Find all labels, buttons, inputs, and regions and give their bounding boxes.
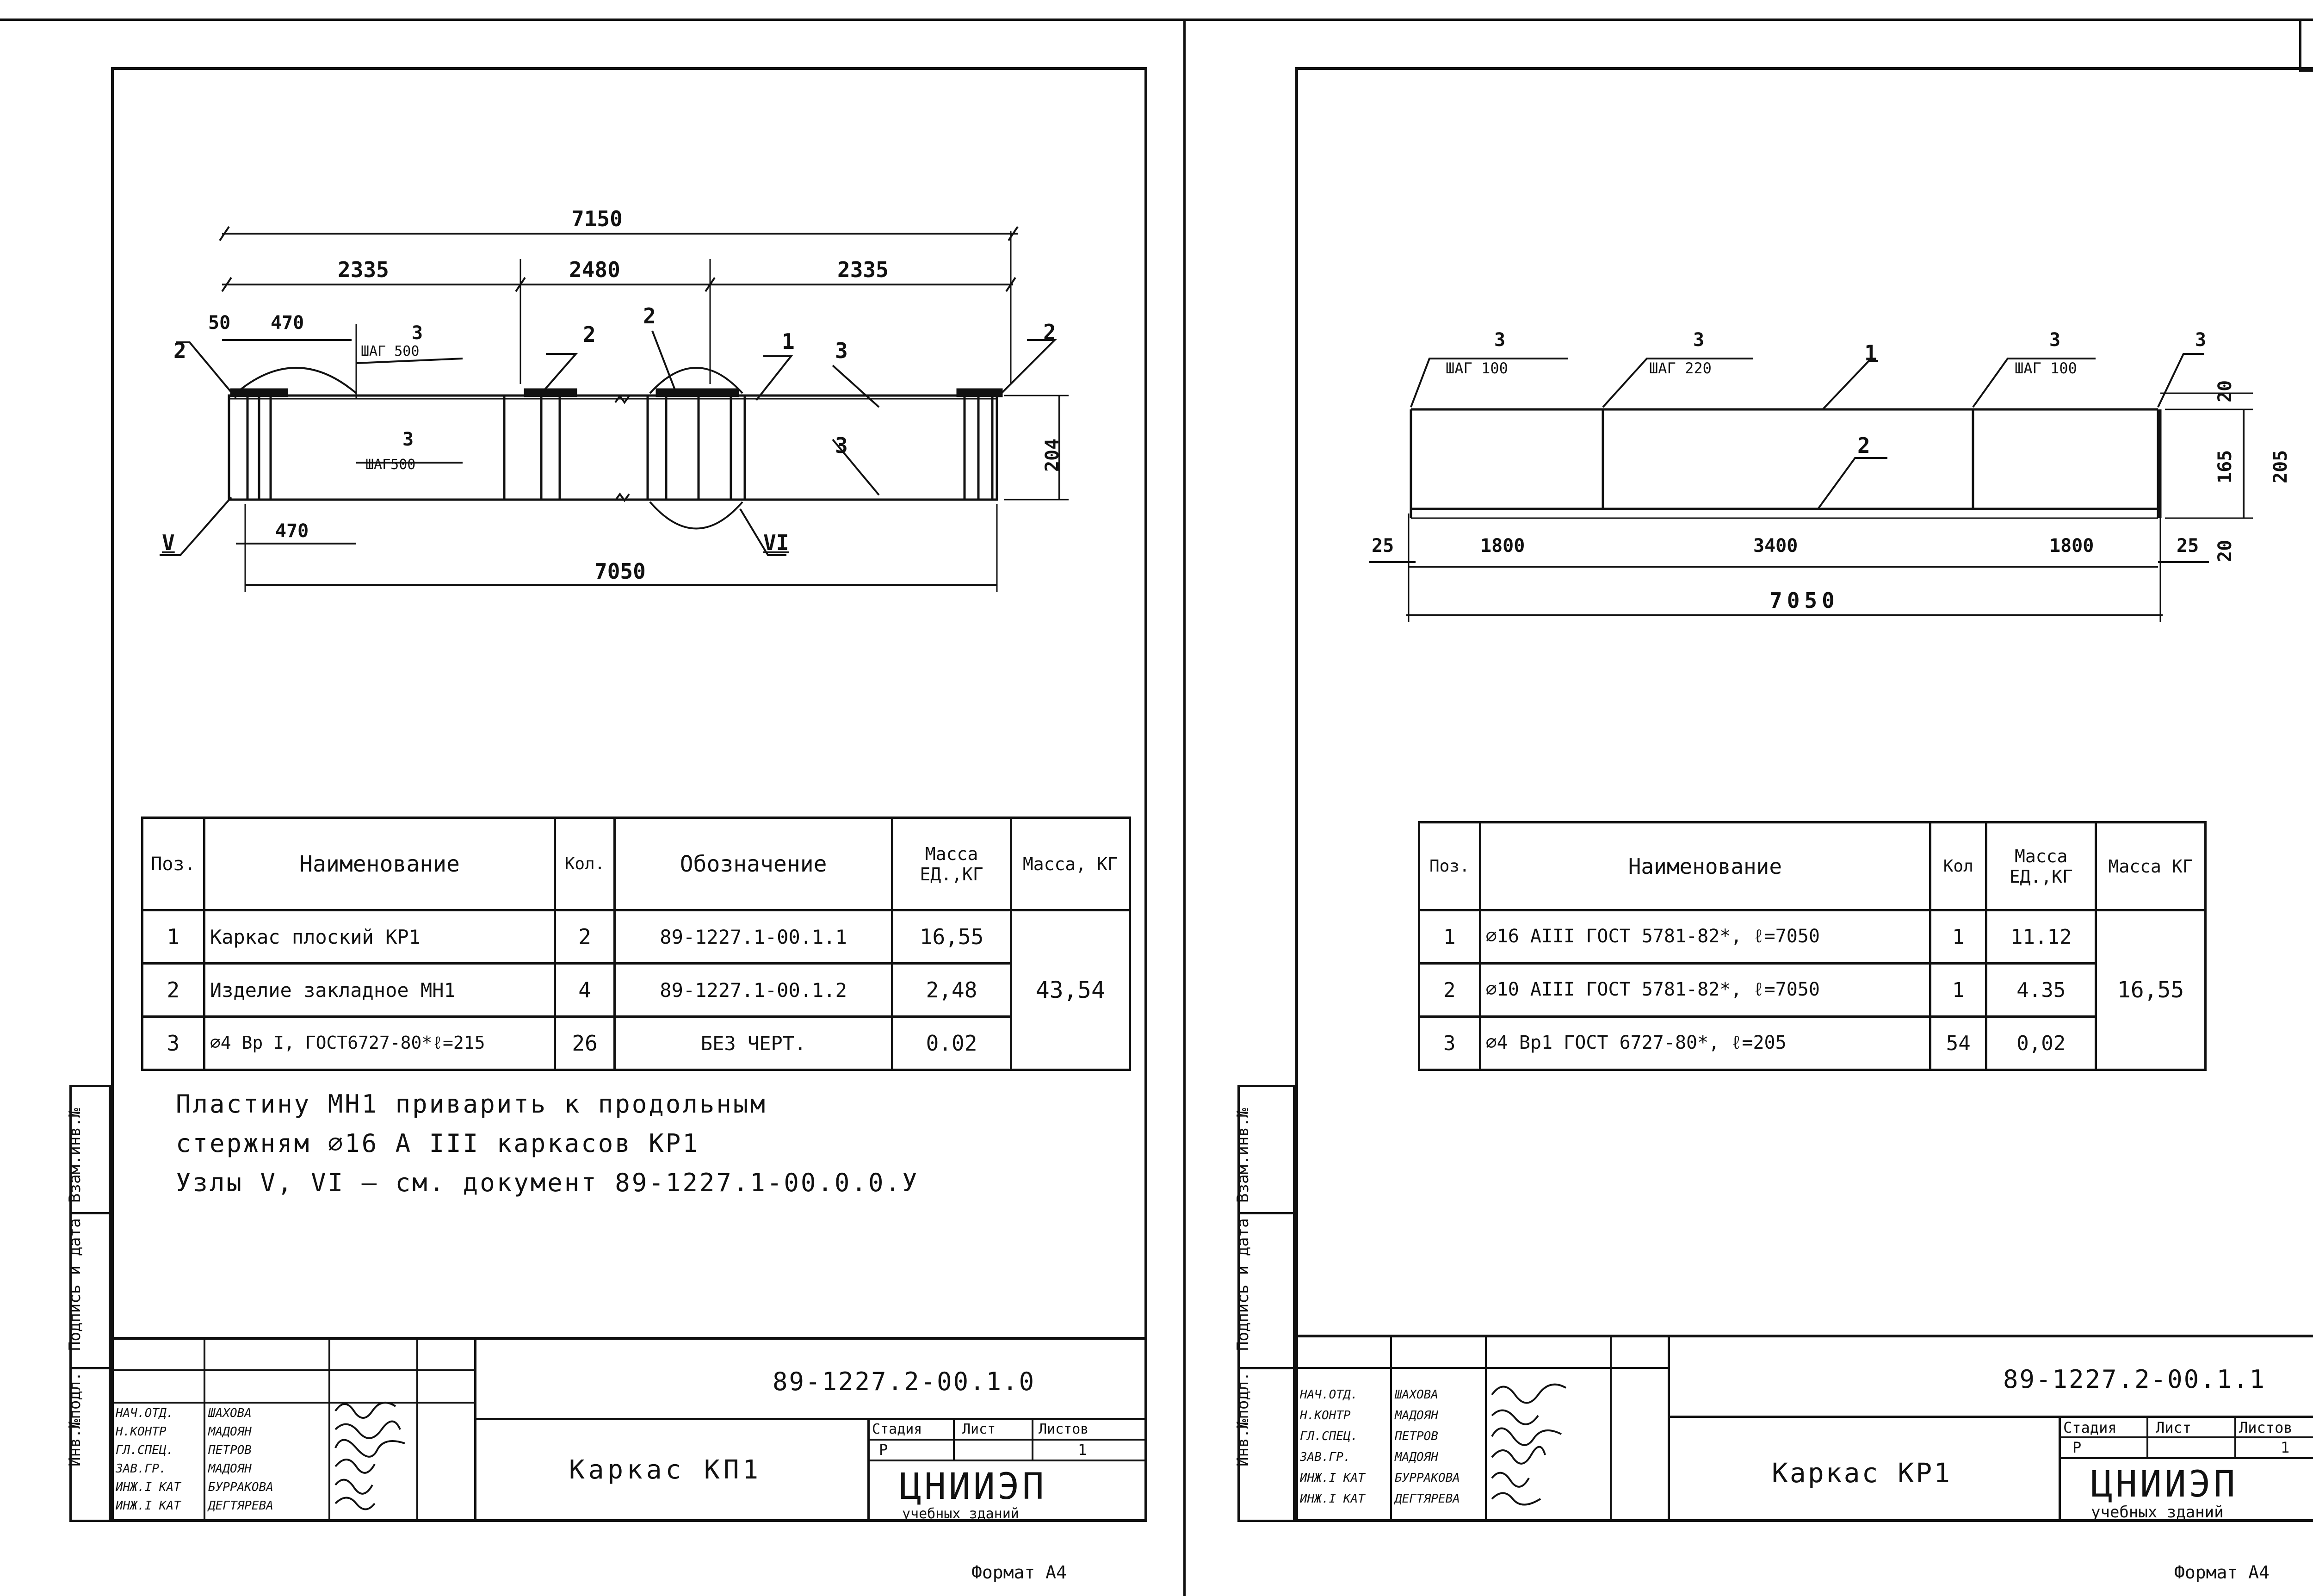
right-dim-20a: 20 <box>2214 380 2236 402</box>
left-note-2: стержням ∅16 А III каркасов КР1 <box>176 1129 699 1158</box>
right-label-2: 2 <box>1857 433 1870 458</box>
left-r3-pos: 3 <box>142 1017 204 1070</box>
left-dim-height: 204 <box>1042 438 1063 472</box>
left-tb-h2 <box>867 1439 1147 1441</box>
left-node-5: V <box>162 530 175 555</box>
right-role-3: ГЛ.СПЕЦ. <box>1300 1429 1358 1443</box>
left-dim-small2: 470 <box>271 312 304 334</box>
right-th-mass: Масса КГ <box>2096 823 2206 910</box>
right-signatures <box>1487 1349 1608 1515</box>
left-callout-3a: 3 <box>412 322 423 344</box>
right-th-pos: Поз. <box>1419 823 1480 910</box>
left-th-name: Наименование <box>204 818 555 910</box>
right-r3-unit-mass: 0,02 <box>1986 1017 2096 1070</box>
right-name-2: МАДОЯН <box>1395 1409 1438 1423</box>
left-r2-qty: 4 <box>555 964 614 1017</box>
left-r2-name: Изделие закладное МН1 <box>204 964 555 1017</box>
right-tb-staff-h1 <box>1295 1367 1668 1369</box>
right-tb-v1 <box>1668 1335 1670 1522</box>
right-label-3a: 3 <box>1494 329 1506 351</box>
right-r2-unit-mass: 4.35 <box>1986 964 2096 1017</box>
right-tb-org: ЦНИИЭП <box>2091 1464 2238 1505</box>
left-role-1: НАЧ.ОТД. <box>116 1406 174 1420</box>
left-name-4: МАДОЯН <box>208 1462 252 1476</box>
right-role-1: НАЧ.ОТД. <box>1300 1388 1358 1402</box>
left-note-3: Узлы V, VI – см. документ 89-1227.1-00.0.0.У <box>176 1168 919 1197</box>
left-callout-3b: 3 <box>835 338 848 363</box>
right-r3-pos: 3 <box>1419 1017 1480 1070</box>
right-name-1: ШАХОВА <box>1395 1388 1438 1402</box>
right-tb-h2 <box>2059 1436 2313 1438</box>
right-name-5: БУРРАКОВА <box>1395 1471 1460 1485</box>
left-r3-unit-mass: 0.02 <box>892 1017 1011 1070</box>
left-role-4: ЗАВ.ГР. <box>116 1462 167 1476</box>
right-tb-format: Формат А4 <box>2174 1562 2270 1583</box>
left-callout-2b: 2 <box>583 322 596 347</box>
right-side-stamp-divider-1 <box>1237 1212 1295 1214</box>
table-row <box>142 910 1130 964</box>
table-row <box>1419 910 2206 964</box>
right-tb-v4 <box>2234 1416 2236 1457</box>
left-tb-sheets: 1 <box>1078 1441 1087 1459</box>
left-th-qty: Кол. <box>555 818 614 910</box>
left-role-6: ИНЖ.I КАТ <box>116 1499 181 1513</box>
right-tb-staff-v1 <box>1390 1335 1392 1522</box>
left-tb-v2 <box>867 1418 870 1522</box>
right-r1-pos: 1 <box>1419 910 1480 964</box>
right-frame-drawing <box>0 0 2313 648</box>
right-label-3b: 3 <box>1693 329 1705 351</box>
left-role-5: ИНЖ.I КАТ <box>116 1480 181 1494</box>
left-tb-title: Каркас КП1 <box>569 1455 762 1485</box>
left-th-designation: Обозначение <box>614 818 892 910</box>
left-name-6: ДЕГТЯРЕВА <box>208 1499 273 1513</box>
left-tb-v4 <box>1032 1418 1033 1460</box>
right-r1-name: ∅16 АIII ГОСТ 5781-82*, ℓ=7050 <box>1480 910 1930 964</box>
right-th-qty: Кол <box>1930 823 1986 910</box>
left-callout-3a-step: ШАГ 500 <box>361 343 420 359</box>
right-stamp-vzam: Взам.инв.№ <box>1234 1108 1252 1203</box>
right-tb-sheets-h: Листов <box>2239 1419 2293 1436</box>
right-dim-25a: 25 <box>1372 535 1394 557</box>
right-name-4: МАДОЯН <box>1395 1450 1438 1464</box>
table-row <box>142 1017 1130 1070</box>
right-tb-stage: Р <box>2072 1439 2082 1456</box>
right-r2-pos: 2 <box>1419 964 1480 1017</box>
left-th-unit-mass: Масса ЕД.,КГ <box>892 818 1011 910</box>
right-tb-h1 <box>1668 1416 2313 1418</box>
right-dim-25b: 25 <box>2177 535 2199 557</box>
left-r3-name: ∅4 Вр I, ГОСТ6727-80*ℓ=215 <box>204 1017 555 1070</box>
right-dim-1800a: 1800 <box>1480 535 1525 557</box>
right-tb-v2 <box>2059 1416 2061 1522</box>
left-dim-seg3: 2335 <box>837 257 889 282</box>
right-r2-qty: 1 <box>1930 964 1986 1017</box>
right-tb-title: Каркас КР1 <box>1772 1457 1952 1489</box>
left-stamp-vzam: Взам.инв.№ <box>66 1108 84 1203</box>
right-r1-unit-mass: 11.12 <box>1986 910 2096 964</box>
right-r3-qty: 54 <box>1930 1017 1986 1070</box>
right-tb-org-sub: учебных зданий <box>2091 1503 2224 1522</box>
right-role-2: Н.КОНТР <box>1300 1409 1351 1423</box>
left-tb-code: 89-1227.2-00.1.0 <box>773 1367 1036 1396</box>
right-dim-7050: 7050 <box>1769 588 1839 613</box>
right-dim-1800b: 1800 <box>2049 535 2094 557</box>
left-r2-designation: 89-1227.1-00.1.2 <box>614 964 892 1017</box>
right-r1-qty: 1 <box>1930 910 1986 964</box>
left-tb-h3 <box>867 1460 1147 1461</box>
right-tb-v3 <box>2146 1416 2148 1457</box>
right-tb-h3 <box>2059 1457 2313 1459</box>
left-tb-staff-v2 <box>328 1337 330 1522</box>
table-row <box>142 964 1130 1017</box>
left-name-1: ШАХОВА <box>208 1406 252 1420</box>
left-tb-stage: Р <box>879 1441 888 1459</box>
right-th-name: Наименование <box>1480 823 1930 910</box>
left-note-1: Пластину МН1 приварить к продольным <box>176 1089 767 1119</box>
left-callout-3d: 3 <box>835 433 848 458</box>
right-r2-name: ∅10 АIII ГОСТ 5781-82*, ℓ=7050 <box>1480 964 1930 1017</box>
right-tb-staff-v3 <box>1610 1335 1612 1522</box>
left-name-3: ПЕТРОВ <box>208 1443 252 1457</box>
left-role-3: ГЛ.СПЕЦ. <box>116 1443 174 1457</box>
left-dim-small1: 50 <box>208 312 231 334</box>
left-tb-staff-v1 <box>204 1337 205 1522</box>
left-tb-org: ЦНИИЭП <box>900 1466 1047 1508</box>
right-dim-3400: 3400 <box>1753 535 1798 557</box>
left-spec-table <box>141 817 1131 1071</box>
right-dim-20b: 20 <box>2214 539 2236 562</box>
left-callout-1: 1 <box>782 329 795 354</box>
left-side-stamp-divider-1 <box>69 1212 111 1214</box>
left-stamp-sign: Подпись и дата <box>66 1218 84 1351</box>
left-th-pos: Поз. <box>142 818 204 910</box>
left-r1-designation: 89-1227.1-00.1.1 <box>614 910 892 964</box>
left-node-6: VI <box>763 530 789 555</box>
right-stamp-sign: Подпись и дата <box>1234 1218 1252 1351</box>
left-r1-qty: 2 <box>555 910 614 964</box>
right-label-1: 1 <box>1864 340 1877 365</box>
left-tb-format: Формат А4 <box>971 1562 1067 1583</box>
left-dim-small3: 470 <box>275 520 309 542</box>
left-tb-v1 <box>474 1337 476 1522</box>
right-name-6: ДЕГТЯРЕВА <box>1395 1492 1460 1506</box>
right-r3-name: ∅4 Вр1 ГОСТ 6727-80*, ℓ=205 <box>1480 1017 1930 1070</box>
right-tb-sheet-h: Лист <box>2156 1419 2192 1436</box>
right-stamp-inv: Инв.№подл. <box>1234 1372 1252 1466</box>
left-dim-seg2: 2480 <box>569 257 620 282</box>
left-tb-h1 <box>474 1418 1147 1420</box>
table-row <box>1419 964 2206 1017</box>
right-dim-205: 205 <box>2270 450 2291 483</box>
right-label-3b-step: ШАГ 220 <box>1649 359 1712 377</box>
table-row <box>1419 1017 2206 1070</box>
left-name-2: МАДОЯН <box>208 1425 252 1439</box>
left-tb-sheet-h: Лист <box>962 1421 996 1437</box>
left-tb-stage-h: Стадия <box>872 1421 922 1437</box>
right-label-3a-step: ШАГ 100 <box>1446 359 1508 377</box>
left-dim-overall-bottom: 7050 <box>594 559 646 584</box>
left-r3-qty: 26 <box>555 1017 614 1070</box>
right-label-3d: 3 <box>2195 329 2207 351</box>
left-r3-designation: БЕЗ ЧЕРТ. <box>614 1017 892 1070</box>
left-callout-2c: 2 <box>643 303 656 328</box>
right-dim-165: 165 <box>2214 450 2236 483</box>
left-name-5: БУРРАКОВА <box>208 1480 273 1494</box>
left-r1-unit-mass: 16,55 <box>892 910 1011 964</box>
right-name-3: ПЕТРОВ <box>1395 1429 1438 1443</box>
left-total-mass: 43,54 <box>1011 910 1130 1070</box>
right-role-6: ИНЖ.I КАТ <box>1300 1492 1365 1506</box>
right-total-mass: 16,55 <box>2096 910 2206 1070</box>
left-role-2: Н.КОНТР <box>116 1425 167 1439</box>
right-side-stamp-divider-2 <box>1237 1367 1295 1369</box>
left-tb-sheets-h: Листов <box>1039 1421 1089 1437</box>
left-r2-unit-mass: 2,48 <box>892 964 1011 1017</box>
left-stamp-inv: Инв.№подл. <box>66 1372 84 1466</box>
left-tb-v3 <box>953 1418 955 1460</box>
right-tb-code: 89-1227.2-00.1.1 <box>2003 1365 2266 1394</box>
right-th-unit-mass: Масса ЕД.,КГ <box>1986 823 2096 910</box>
right-label-3c: 3 <box>2049 329 2061 351</box>
right-spec-table <box>1418 821 2207 1071</box>
left-callout-3c-step: ШАГ500 <box>365 457 416 473</box>
left-side-stamp-divider-2 <box>69 1367 111 1369</box>
right-role-4: ЗАВ.ГР. <box>1300 1450 1351 1464</box>
left-callout-2d: 2 <box>1043 320 1056 345</box>
left-r1-name: Каркас плоский КР1 <box>204 910 555 964</box>
left-callout-3c: 3 <box>402 429 414 450</box>
left-dim-seg1: 2335 <box>338 257 389 282</box>
left-r2-pos: 2 <box>142 964 204 1017</box>
left-dim-overall-top: 7150 <box>571 206 623 231</box>
left-r1-pos: 1 <box>142 910 204 964</box>
left-signatures <box>331 1351 423 1517</box>
right-tb-sheets: 1 <box>2281 1439 2290 1456</box>
left-tb-org-sub: учебных зданий <box>902 1506 1019 1522</box>
right-label-3c-step: ШАГ 100 <box>2015 359 2077 377</box>
right-tb-staff-v2 <box>1485 1335 1487 1522</box>
right-tb-stage-h: Стадия <box>2063 1419 2117 1436</box>
left-th-mass: Масса, КГ <box>1011 818 1130 910</box>
right-role-5: ИНЖ.I КАТ <box>1300 1471 1365 1485</box>
left-callout-2a: 2 <box>173 338 186 363</box>
